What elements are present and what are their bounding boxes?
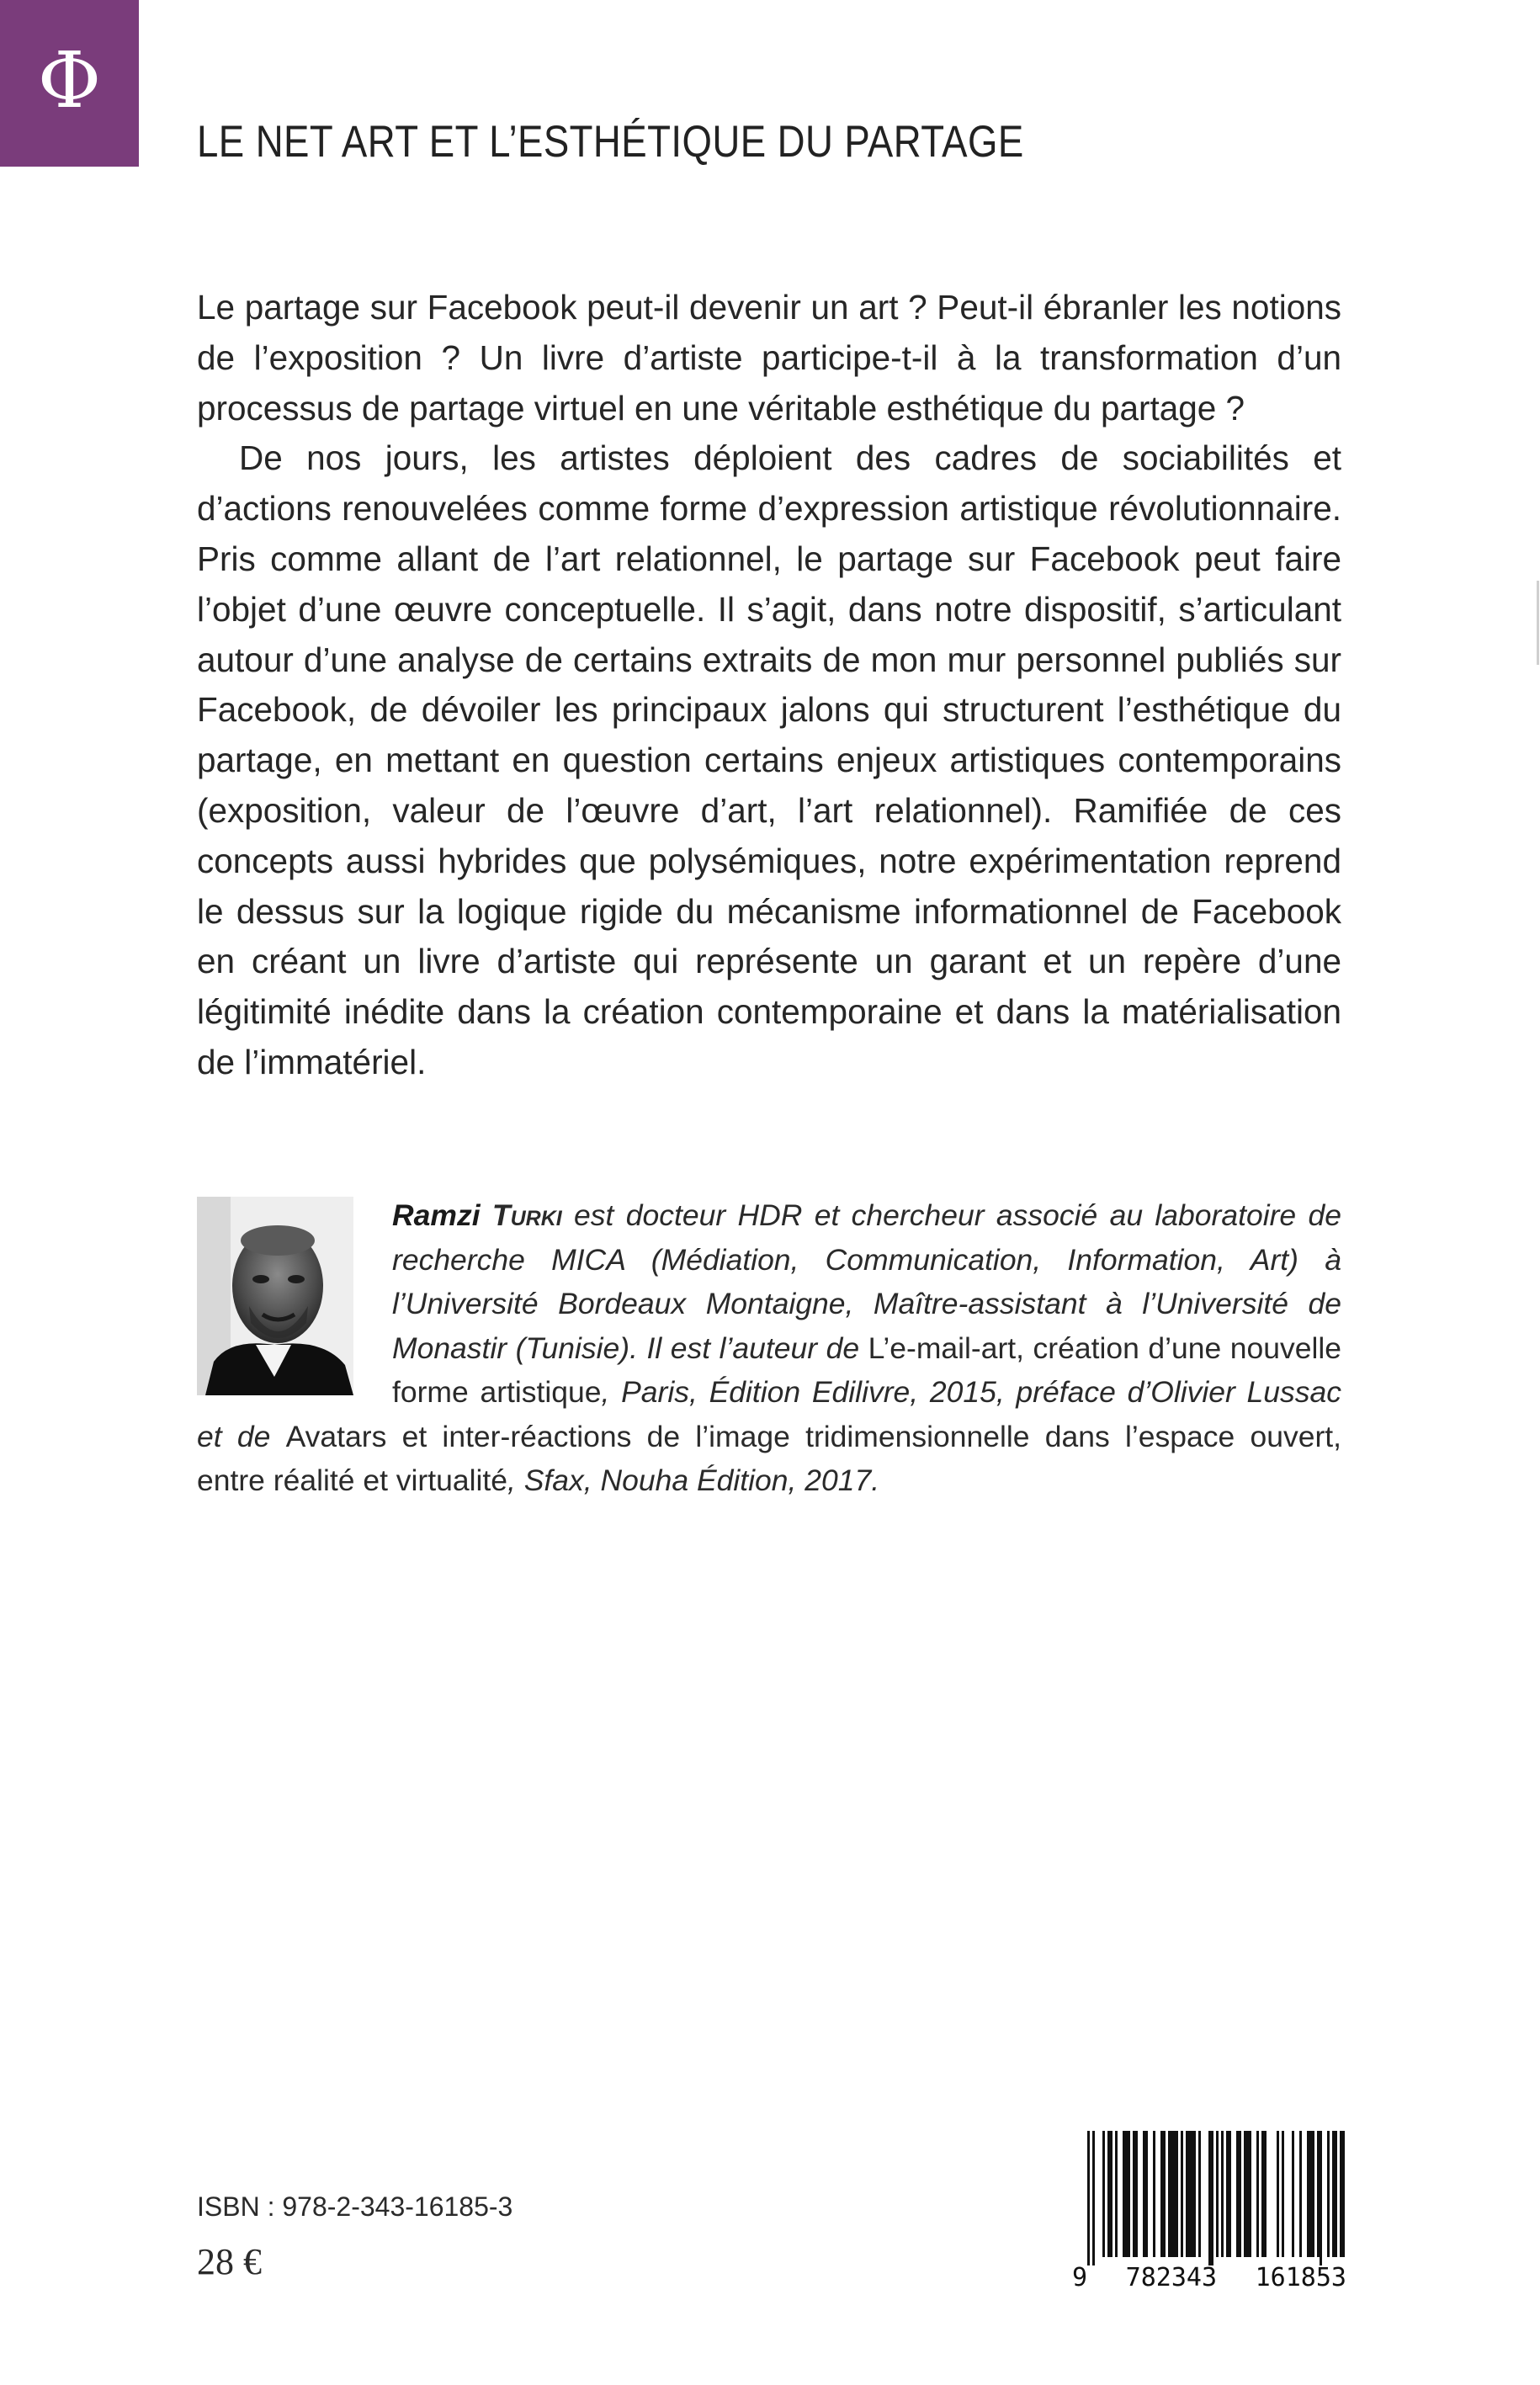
abstract: [197, 283, 1341, 1088]
barcode: [1067, 2131, 1346, 2291]
barcode-bar: [1171, 2131, 1173, 2257]
bio-book-1: L’e-mail-art, création d’une nouvelle forme artistique: [392, 1331, 1341, 1409]
barcode-bar: [1145, 2131, 1148, 2257]
barcode-bar: [1264, 2131, 1267, 2257]
barcode-bar: [1193, 2131, 1196, 2257]
barcode-bar: [1176, 2131, 1178, 2257]
barcode-bar: [1216, 2131, 1219, 2257]
barcode-bar: [1115, 2131, 1118, 2257]
publisher-logo: [0, 0, 139, 167]
isbn: ISBN : 978-2-343-16185-3: [197, 2191, 513, 2222]
barcode-bar: [1160, 2131, 1163, 2257]
barcode-bar: [1261, 2131, 1264, 2257]
barcode-bar: [1335, 2131, 1337, 2257]
barcode-bar: [1188, 2131, 1191, 2257]
abstract-paragraph-2: De nos jours, les artistes déploient des cadres de sociabilités et d’actions renouvelées comme forme d’expression artistique révolutionnaire. Pris comme allant de l’art relationnel, le partage sur Facebook peut faire l’objet d’une œuvre conceptuelle. Il s’agit, dans notre dispositif, s’articulant autour d’une analyse de certains extraits de mon mur personnel publiés sur Facebook, de dévoiler les principaux jalons qui structurent l’esthétique du partage, en mettant en question certains enjeux artistiques contemporains (exposition, valeur de l’œuvre d’art, l’art relationnel). Ramifiée de ces concepts aussi hybrides que polysémiques, notre expérimentation reprend le dessus sur la logique rigide du mécanisme informationnel de Facebook en créant un livre d’artiste qui représente un garant et un repère d’une légitimité inédite dans la création contemporaine et dans la matérialisation de l’immatériel.: [197, 438, 1341, 1081]
barcode-bar: [1128, 2131, 1130, 2257]
barcode-bar: [1143, 2131, 1145, 2257]
barcode-bar: [1186, 2131, 1188, 2257]
barcode-bar: [1340, 2131, 1342, 2257]
price: 28 €: [197, 2241, 262, 2282]
barcode-digit-lead: 9: [1072, 2262, 1088, 2292]
barcode-bar: [1292, 2131, 1294, 2257]
barcode-bar: [1246, 2131, 1249, 2257]
barcode-bar: [1342, 2131, 1345, 2257]
barcode-bar: [1191, 2131, 1193, 2257]
barcode-bar: [1153, 2131, 1155, 2257]
bio-book-2: Avatars et inter-réactions de l’image tridimensionnelle dans l’espace ouvert, entre réalité et virtualité: [197, 1419, 1341, 1497]
barcode-bar: [1208, 2131, 1211, 2265]
barcode-bar: [1256, 2131, 1259, 2257]
barcode-bar: [1229, 2131, 1231, 2257]
barcode-bar: [1307, 2131, 1309, 2257]
bio-text-3: , Sfax, Nouha Édition, 2017.: [507, 1463, 880, 1497]
barcode-bar: [1173, 2131, 1176, 2257]
barcode-bar: [1211, 2131, 1213, 2265]
barcode-bar: [1163, 2131, 1166, 2257]
barcode-bar: [1110, 2131, 1113, 2257]
book-title: LE NET ART ET L’ESTHÉTIQUE DU PARTAGE: [197, 117, 1024, 167]
photo-wrap-spacer: [197, 1193, 392, 1414]
bio-text-1: est docteur HDR et chercheur associé au laboratoire de recherche MICA (Médiation, Communication, Information, Art) à l’Université Bordeaux Montaigne, Maître-assistant à l’Université de Monastir (Tunisie). Il est l’auteur de: [392, 1198, 1341, 1365]
barcode-bar: [1312, 2131, 1314, 2257]
barcode-bar: [1236, 2131, 1239, 2257]
abstract-paragraph-1: Le partage sur Facebook peut-il devenir un art ? Peut-il ébranler les notions de l’exposition ? Un livre d’artiste participe-t-il à la transformation d’un processus de partage virtuel en une véritable esthétique du partage ?: [197, 288, 1341, 428]
barcode-bar: [1244, 2131, 1246, 2257]
barcode-bar: [1320, 2131, 1322, 2265]
barcode-bar: [1168, 2131, 1171, 2257]
barcode-bar: [1133, 2131, 1135, 2257]
barcode-bar: [1125, 2131, 1128, 2257]
barcode-bar: [1092, 2131, 1095, 2265]
author-first-name: Ramzi: [392, 1198, 481, 1232]
barcode-bar: [1249, 2131, 1251, 2257]
barcode-bar: [1102, 2131, 1105, 2257]
barcode-bar: [1221, 2131, 1224, 2257]
barcode-bar: [1107, 2131, 1110, 2257]
barcode-bar: [1327, 2131, 1330, 2257]
barcode-icon: [1067, 2131, 1346, 2265]
barcode-digits-left: 782343: [1125, 2262, 1218, 2292]
barcode-bar: [1309, 2131, 1312, 2257]
barcode-bar: [1282, 2131, 1284, 2257]
barcode-bar: [1299, 2131, 1302, 2257]
barcode-digits: [1067, 2262, 1346, 2292]
barcode-bar: [1332, 2131, 1335, 2257]
author-bio: [197, 1193, 1341, 1503]
barcode-bar: [1317, 2131, 1320, 2257]
barcode-bar: [1181, 2131, 1183, 2257]
barcode-digits-right: 161853: [1255, 2262, 1346, 2292]
barcode-bar: [1198, 2131, 1201, 2257]
author-last-name: Turki: [491, 1198, 562, 1232]
barcode-bar: [1239, 2131, 1241, 2257]
bio-text-2: , Paris, Édition Edilivre, 2015, préface d’Olivier Lussac et de: [197, 1375, 1342, 1453]
barcode-bar: [1277, 2131, 1279, 2257]
barcode-bar: [1226, 2131, 1229, 2257]
phi-logo-icon: Φ: [37, 35, 102, 125]
barcode-bar: [1087, 2131, 1090, 2265]
barcode-bar: [1123, 2131, 1125, 2257]
margin-tick: [1537, 581, 1539, 665]
barcode-bar: [1135, 2131, 1138, 2257]
